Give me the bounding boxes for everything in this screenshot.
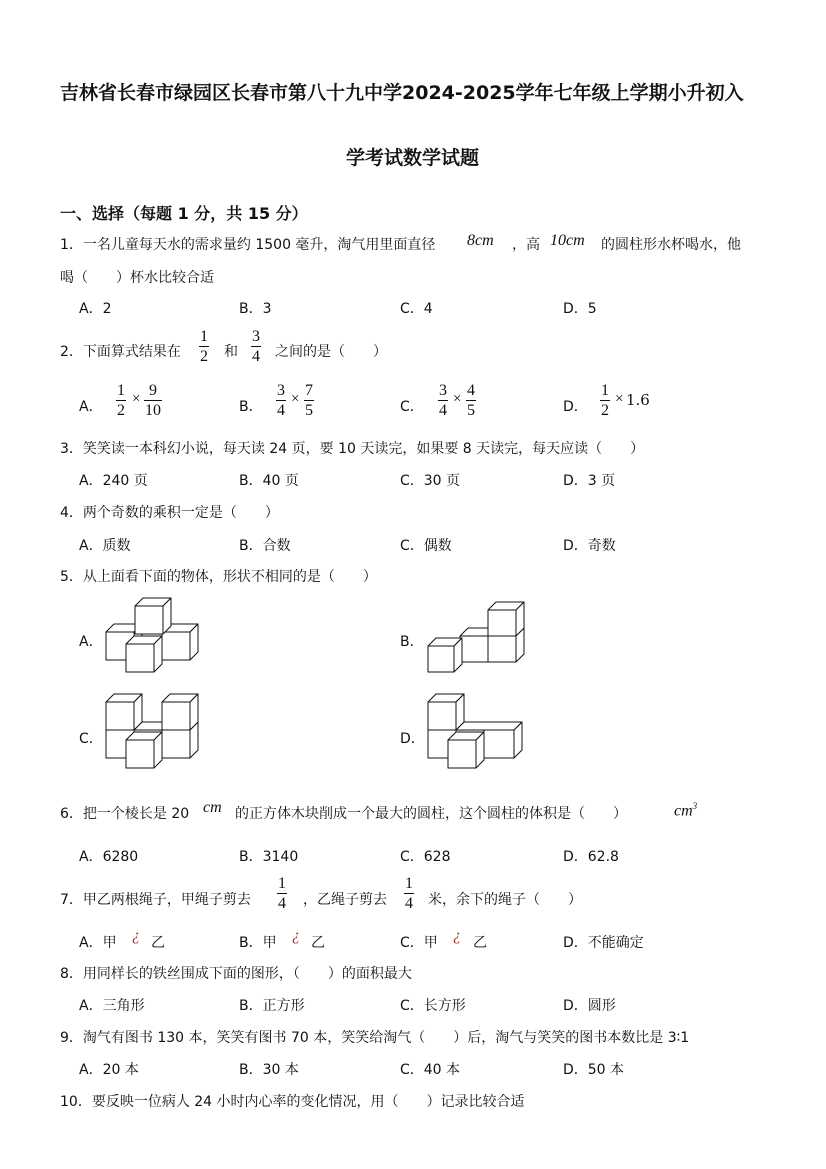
frac-num: 3 <box>277 382 285 399</box>
frac-num: 4 <box>467 382 475 399</box>
q9-text: 9．淘气有图书 130 本，笑笑有图书 70 本，笑笑给淘气（ ）后，淘气与笑笑的图书本数比是 3∶1 <box>60 1030 690 1046</box>
q2-fraction-three-quarters <box>251 328 261 365</box>
q3-option-a[interactable]: A．240 页 <box>79 473 148 489</box>
q6-unit3-exp: 3 <box>692 801 698 811</box>
q10-text: 10．要反映一位病人 24 小时内心率的变化情况，用（ ）记录比较合适 <box>60 1094 525 1110</box>
q1-option-b[interactable]: B．3 <box>239 301 272 317</box>
q2-option-a-frac1 <box>116 382 126 419</box>
q2-option-d-label: D． <box>563 399 588 415</box>
q8-option-a[interactable]: A．三角形 <box>79 998 145 1014</box>
q5-option-b[interactable]: B． <box>400 634 424 650</box>
q5-option-c[interactable]: C． <box>79 731 103 747</box>
q3-option-c[interactable]: C．30 页 <box>400 473 461 489</box>
q7-option-b-label: B．甲 <box>239 935 277 951</box>
q6-unit-cubic <box>674 801 697 820</box>
q2-option-c-frac1 <box>438 382 448 419</box>
times-sign: × <box>291 391 300 407</box>
q8-option-b[interactable]: B．正方形 <box>239 998 305 1014</box>
q2-option-c-label: C． <box>400 399 424 415</box>
q9-option-d[interactable]: D．50 本 <box>563 1062 625 1078</box>
times-sign: × <box>132 391 141 407</box>
q6-unit3-base: cm <box>674 802 693 820</box>
frac-den: 5 <box>467 402 475 419</box>
q7-option-b-glyph: ¿ <box>292 927 300 944</box>
q1-height-unit: cm <box>566 232 585 249</box>
frac-num: 3 <box>439 382 447 399</box>
q1-text-part3: 的圆柱形水杯喝水，他 <box>601 237 741 253</box>
q5-figure-a <box>100 592 210 677</box>
q7-option-a-tail: 乙 <box>151 935 165 951</box>
q3-option-b[interactable]: B．40 页 <box>239 473 299 489</box>
q2-f2-den: 4 <box>252 348 260 365</box>
q7-option-a-label: A．甲 <box>79 935 117 951</box>
q7-text-part2: ，乙绳子剪去 <box>303 892 387 908</box>
frac-den: 10 <box>145 402 161 419</box>
q7-option-b-tail: 乙 <box>311 935 325 951</box>
q5-option-d[interactable]: D． <box>400 731 425 747</box>
q7-f1-den: 4 <box>278 895 286 912</box>
q1-text-part2: ，高 <box>512 237 540 253</box>
q2-text-and: 和 <box>224 344 238 360</box>
q2-text-part1: 2．下面算式结果在 <box>60 344 181 360</box>
q9-option-b[interactable]: B．30 本 <box>239 1062 299 1078</box>
q7-fraction-2 <box>404 875 414 912</box>
frac-num: 7 <box>305 382 313 399</box>
q4-option-b[interactable]: B．合数 <box>239 538 291 554</box>
q3-text: 3．笑笑读一本科幻小说，每天读 24 页，要 10 天读完，如果要 8 天读完，每天应读（ ） <box>60 441 645 457</box>
q7-option-c-tail: 乙 <box>473 935 487 951</box>
times-sign: × <box>615 391 624 407</box>
q5-figure-c <box>100 688 210 773</box>
q6-option-a[interactable]: A．6280 <box>79 849 139 865</box>
q2-fraction-half <box>199 328 209 365</box>
frac-num: 9 <box>149 382 157 399</box>
q5-text: 5．从上面看下面的物体，形状不相同的是（ ） <box>60 569 377 585</box>
q2-option-a-label: A． <box>79 399 103 415</box>
q3-option-d[interactable]: D．3 页 <box>563 473 616 489</box>
q8-option-d[interactable]: D．圆形 <box>563 998 616 1014</box>
q6-text-part1: 6．把一个棱长是 20 <box>60 806 190 822</box>
q6-unit: cm <box>203 799 222 816</box>
q9-option-c[interactable]: C．40 本 <box>400 1062 461 1078</box>
q2-option-b-frac2 <box>304 382 314 419</box>
q7-f2-num: 1 <box>405 875 413 892</box>
q8-option-c[interactable]: C．长方形 <box>400 998 466 1014</box>
q2-option-d-frac1 <box>600 382 610 419</box>
q1-text-part1: 1．一名儿童每天水的需求量约 1500 毫升，淘气用里面直径 <box>60 237 436 253</box>
q1-diameter <box>467 232 494 250</box>
frac-den: 2 <box>601 402 609 419</box>
q1-option-a[interactable]: A．2 <box>79 301 112 317</box>
q4-option-a[interactable]: A．质数 <box>79 538 131 554</box>
q2-text-part2: 之间的是（ ） <box>275 344 387 360</box>
q1-text-line2: 喝（ ）杯水比较合适 <box>60 270 214 286</box>
q6-option-b[interactable]: B．3140 <box>239 849 299 865</box>
q7-option-c-glyph: ¿ <box>453 927 461 944</box>
frac-den: 4 <box>277 402 285 419</box>
frac-den: 5 <box>305 402 313 419</box>
q7-f1-num: 1 <box>278 875 286 892</box>
q7-text-part3: 米，余下的绳子（ ） <box>428 892 582 908</box>
q2-f1-den: 2 <box>200 348 208 365</box>
q7-text-part1: 7．甲乙两根绳子，甲绳子剪去 <box>60 892 251 908</box>
q9-option-a[interactable]: A．20 本 <box>79 1062 139 1078</box>
q2-option-d-decimal: 1.6 <box>626 391 650 409</box>
doc-title-line1: 吉林省长春市绿园区长春市第八十九中学2024-2025学年七年级上学期小升初入 <box>60 82 744 104</box>
frac-den: 4 <box>439 402 447 419</box>
q5-figure-b <box>422 596 532 676</box>
q8-text: 8．用同样长的铁丝围成下面的图形，（ ）的面积最大 <box>60 966 412 982</box>
q4-option-d[interactable]: D．奇数 <box>563 538 616 554</box>
q1-height-value: 10 <box>550 232 566 249</box>
q1-option-c[interactable]: C．4 <box>400 301 433 317</box>
q7-f2-den: 4 <box>405 895 413 912</box>
q5-option-a[interactable]: A． <box>79 634 103 650</box>
q2-option-b-label: B． <box>239 399 263 415</box>
q7-option-a-glyph: ¿ <box>132 927 140 944</box>
section-heading: 一、选择（每题 1 分，共 15 分） <box>60 204 308 223</box>
q4-text: 4．两个奇数的乘积一定是（ ） <box>60 505 279 521</box>
q7-option-d[interactable]: D．不能确定 <box>563 935 644 951</box>
q2-f2-num: 3 <box>252 328 260 345</box>
q1-diameter-unit: cm <box>475 232 494 249</box>
times-sign: × <box>453 391 462 407</box>
frac-num: 1 <box>601 382 609 399</box>
q1-height <box>550 232 585 250</box>
frac-num: 1 <box>117 382 125 399</box>
q6-text-part2: 的正方体木块削成一个最大的圆柱，这个圆柱的体积是（ ） <box>235 806 627 822</box>
frac-den: 2 <box>117 402 125 419</box>
q1-option-d[interactable]: D．5 <box>563 301 597 317</box>
q2-option-c-frac2 <box>466 382 476 419</box>
q2-option-b-frac1 <box>276 382 286 419</box>
q5-figure-d <box>422 688 532 773</box>
q2-f1-num: 1 <box>200 328 208 345</box>
doc-title-line2: 学考试数学试题 <box>346 147 480 169</box>
q7-fraction-1 <box>277 875 287 912</box>
q4-option-c[interactable]: C．偶数 <box>400 538 452 554</box>
q2-option-a-frac2 <box>144 382 162 419</box>
q7-option-c-label: C．甲 <box>400 935 438 951</box>
q1-diameter-value: 8 <box>467 232 475 249</box>
q6-option-c[interactable]: C．628 <box>400 849 451 865</box>
q6-option-d[interactable]: D．62.8 <box>563 849 619 865</box>
